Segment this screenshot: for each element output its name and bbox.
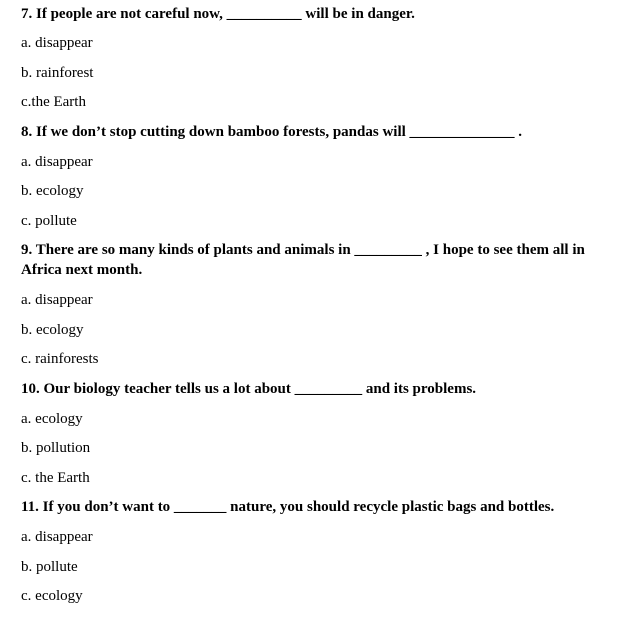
question-7: 7. If people are not careful now, __________ will be in danger. <box>21 6 415 22</box>
q11-option-c: c. ecology <box>21 588 83 604</box>
q8-option-c: c. pollute <box>21 213 77 229</box>
q9-option-b: b. ecology <box>21 322 84 338</box>
q10-option-a: a. ecology <box>21 411 83 427</box>
q11-option-a: a. disappear <box>21 529 93 545</box>
q10-option-c: c. the Earth <box>21 470 90 486</box>
question-11: 11. If you don’t want to _______ nature, you should recycle plastic bags and bottles. <box>21 499 555 515</box>
question-10: 10. Our biology teacher tells us a lot about _________ and its problems. <box>21 381 477 397</box>
q10-option-b: b. pollution <box>21 440 91 456</box>
q9-option-c: c. rainforests <box>21 351 99 367</box>
q9-option-a: a. disappear <box>21 292 93 308</box>
q7-option-b: b. rainforest <box>21 65 94 81</box>
q7-option-c: c.the Earth <box>21 94 86 110</box>
q8-option-b: b. ecology <box>21 183 84 199</box>
q11-option-b: b. pollute <box>21 559 78 575</box>
q8-option-a: a. disappear <box>21 154 93 170</box>
question-9: 9. There are so many kinds of plants and animals in _________ , I hope to see them all in Africa next month. <box>21 242 585 278</box>
question-8: 8. If we don’t stop cutting down bamboo forests, pandas will ______________ . <box>21 124 523 140</box>
q7-option-a: a. disappear <box>21 35 93 51</box>
